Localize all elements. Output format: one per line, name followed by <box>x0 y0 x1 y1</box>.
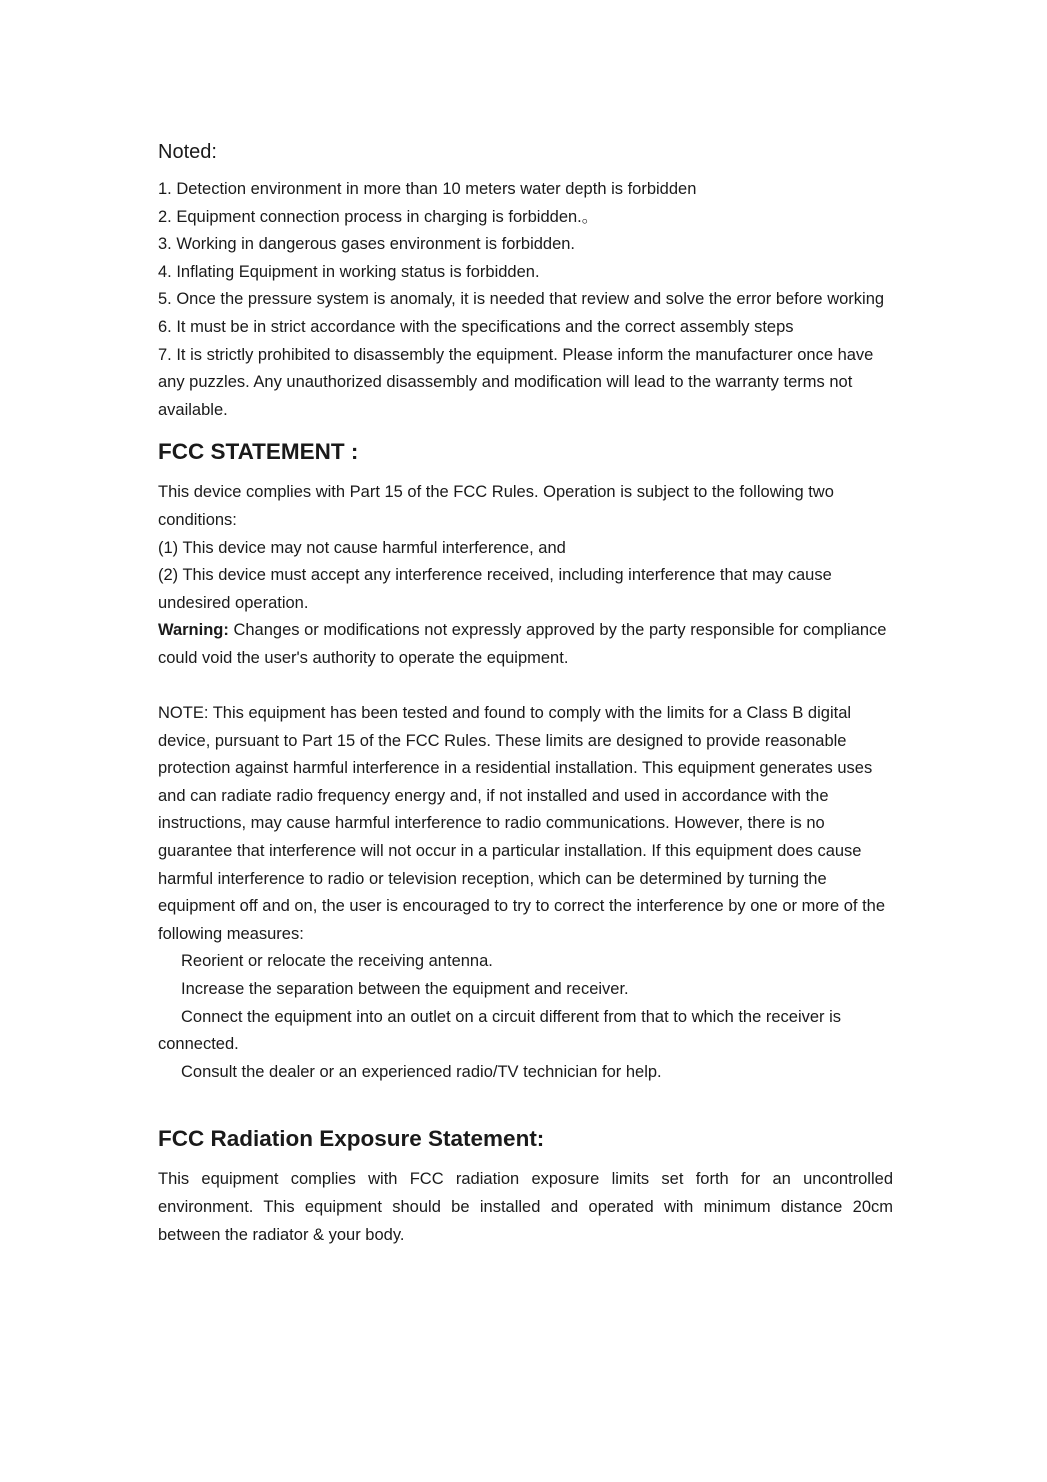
radiation-heading: FCC Radiation Exposure Statement: <box>158 1126 545 1152</box>
measure-2: Increase the separation between the equipment and receiver. <box>181 980 629 999</box>
noted-item-1: 1. Detection environment in more than 10 meters water depth is forbidden <box>158 180 697 198</box>
warning-text: Changes or modifications not expressly approved by the party responsible for compliance could void the user's authority to operate the equipment. <box>158 621 887 667</box>
fcc-warning <box>158 617 893 672</box>
radiation-text: This equipment complies with FCC radiation exposure limits set forth for an uncontrolled environment. This equipment should be installed and operated with minimum distance 20cm between the radiator & your body. <box>158 1170 893 1244</box>
fcc-statement-heading: FCC STATEMENT : <box>158 439 359 465</box>
noted-item-3: 3. Working in dangerous gases environment is forbidden. <box>158 235 576 254</box>
fcc-intro: This device complies with Part 15 of the FCC Rules. Operation is subject to the following two conditions: <box>158 483 834 529</box>
measure-1: Reorient or relocate the receiving antenna. <box>181 952 493 971</box>
fcc-condition-1: (1) This device may not cause harmful interference, and <box>158 538 566 557</box>
noted-heading: Noted: <box>158 141 217 163</box>
noted-item-2: 2. Equipment connection process in charging is forbidden.。 <box>158 207 599 226</box>
fcc-note: NOTE: This equipment has been tested and found to comply with the limits for a Class B digital device, pursuant to Part 15 of the FCC Rules. These limits are designed to provide reasonable protection against harmful interference in a residential installation. This equipment generates uses and can radiate radio frequency energy and, if not installed and used in accordance with the instructions, may cause harmful interference to radio communications. However, there is no guarantee that interference will not occur in a particular installation. If this equipment does cause harmful interference to radio or television reception, which can be determined by turning the equipment off and on, the user is encouraged to try to correct the interference by one or more of the following measures: <box>158 704 886 943</box>
fcc-condition-2: (2) This device must accept any interference received, including interference that may cause undesired operation. <box>158 566 832 612</box>
noted-item-5: 5. Once the pressure system is anomaly, it is needed that review and solve the error before working <box>158 290 885 309</box>
noted-item-4: 4. Inflating Equipment in working status is forbidden. <box>158 262 540 281</box>
noted-item-6: 6. It must be in strict accordance with the specifications and the correct assembly steps <box>158 317 794 336</box>
warning-label: Warning: <box>158 621 229 640</box>
document-page <box>158 138 893 1249</box>
measure-4: Consult the dealer or an experienced radio/TV technician for help. <box>181 1062 662 1081</box>
noted-item-7: 7. It is strictly prohibited to disassembly the equipment. Please inform the manufacturer once have any puzzles. Any unauthorized disassembly and modification will lead to the warranty terms not available. <box>158 345 874 419</box>
measure-3: Connect the equipment into an outlet on a circuit different from that to which the receiver is connected. <box>158 1007 842 1054</box>
